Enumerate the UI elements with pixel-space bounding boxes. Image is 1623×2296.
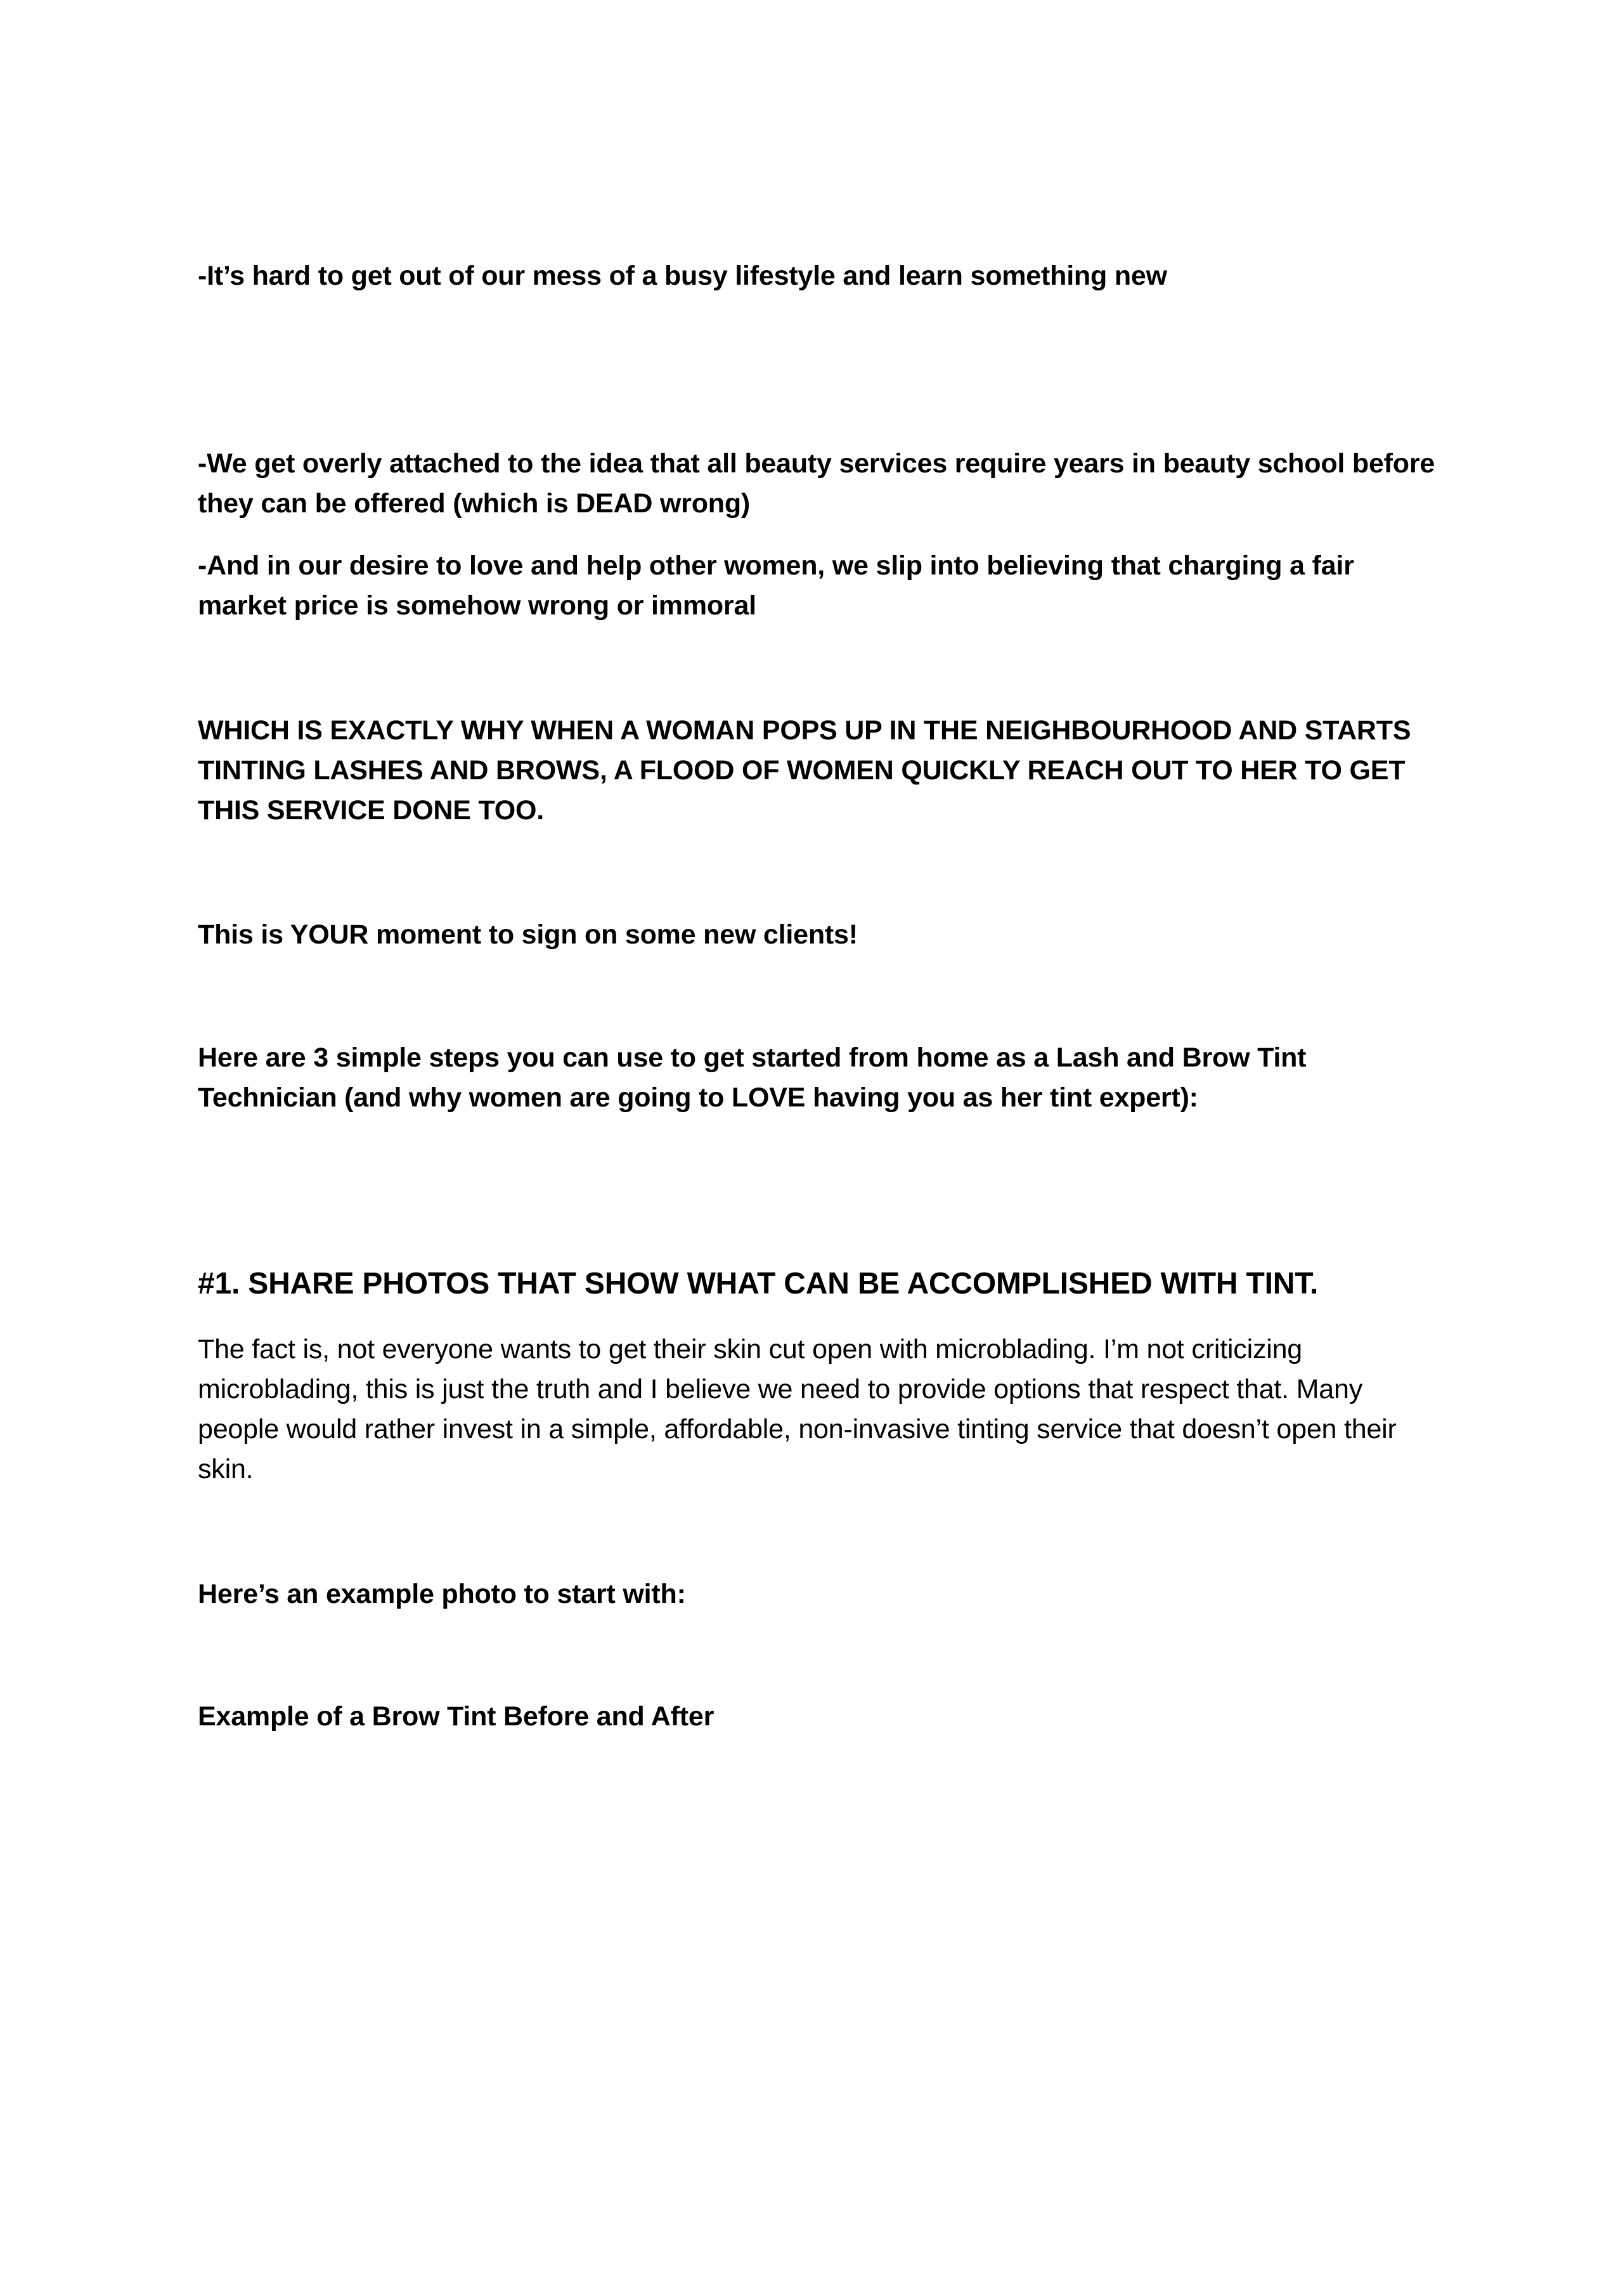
paragraph-three-steps: Here are 3 simple steps you can use to get started from home as a Lash and Brow Tint Technician (and why women are going to LOVE having you as her tint expert):: [198, 1042, 1307, 1113]
paragraph-your-moment: This is YOUR moment to sign on some new clients!: [198, 919, 858, 950]
section-heading-share-photos: #1. SHARE PHOTOS THAT SHOW WHAT CAN BE ACCOMPLISHED WITH TINT.: [198, 1267, 1319, 1300]
paragraph-example-photo: Here’s an example photo to start with:: [198, 1579, 686, 1609]
paragraph-fair-price: -And in our desire to love and help other women, we slip into believing that charging a fair market price is somehow wrong or immoral: [198, 550, 1354, 621]
paragraph-neighbourhood: WHICH IS EXACTLY WHY WHEN A WOMAN POPS UP IN THE NEIGHBOURHOOD AND STARTS TINTING LASHES AND BROWS, A FLOOD OF WOMEN QUICKLY REACH OUT TO HER TO GET THIS SERVICE DONE TOO.: [198, 715, 1411, 826]
paragraph-microblading: The fact is, not everyone wants to get their skin cut open with microblading. I’m not criticizing microblading, this is just the truth and I believe we need to provide options that respect that. Many people would rather invest in a simple, affordable, non-invasive tinting service that doesn’t open their skin.: [198, 1334, 1397, 1484]
paragraph-beauty-school: -We get overly attached to the idea that all beauty services require years in beauty school before they can be offered (which is DEAD wrong): [198, 448, 1435, 519]
paragraph-busy-lifestyle: -It’s hard to get out of our mess of a busy lifestyle and learn something new: [198, 261, 1167, 291]
paragraph-brow-tint-example: Example of a Brow Tint Before and After: [198, 1701, 715, 1732]
